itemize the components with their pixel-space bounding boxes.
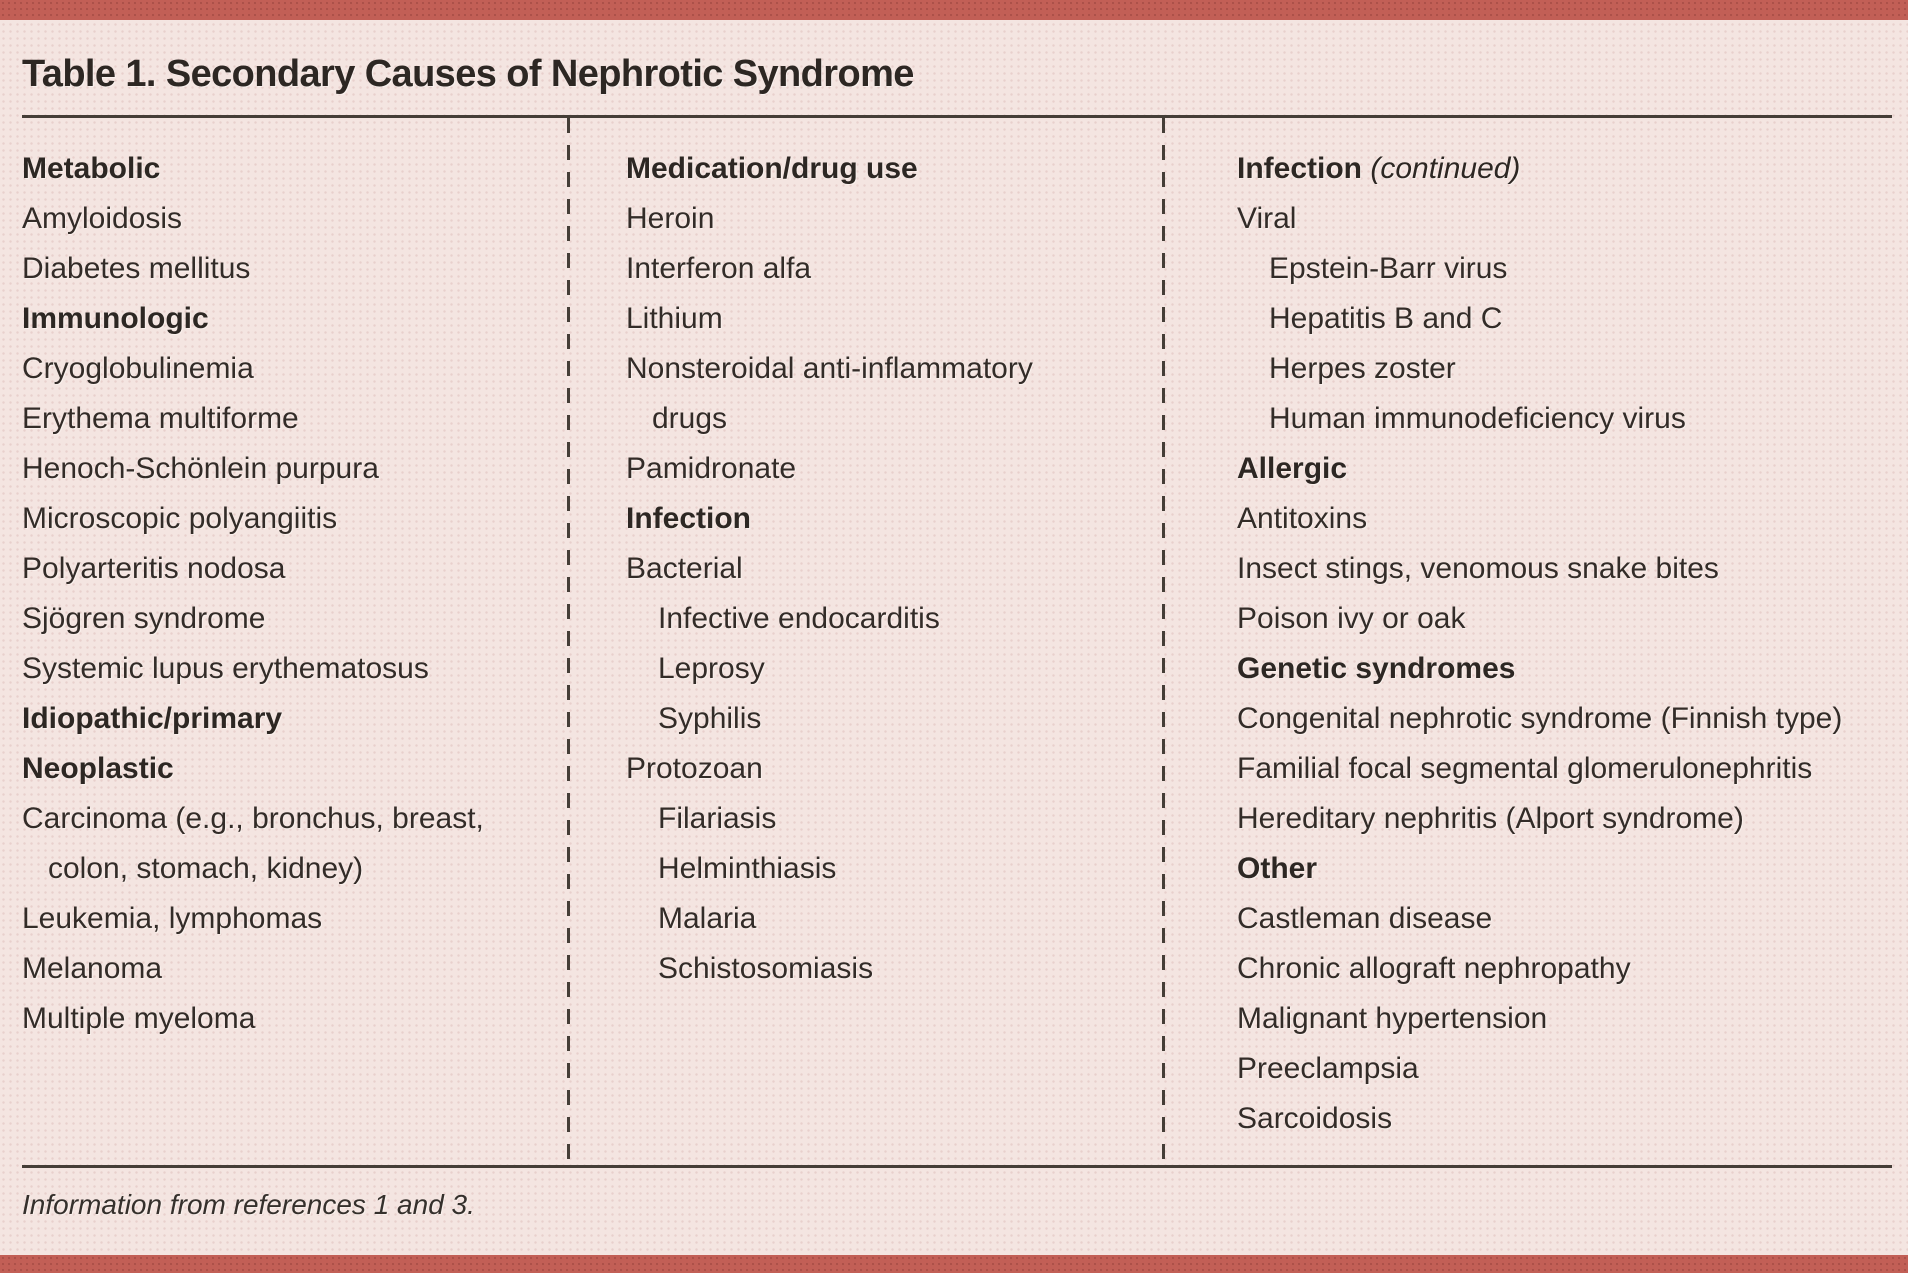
list-item: colon, stomach, kidney) (48, 852, 364, 885)
list-item: Multiple myeloma (22, 1002, 256, 1035)
list-item: Sjögren syndrome (22, 602, 266, 635)
section-header-label: Infection (1237, 152, 1362, 185)
list-item: Congenital nephrotic syndrome (Finnish type) (1237, 702, 1843, 735)
table-figure (0, 20, 1908, 1255)
list-item: Diabetes mellitus (22, 252, 251, 285)
footer-rule (22, 1165, 1892, 1168)
list-item: Familial focal segmental glomerulonephritis (1237, 752, 1813, 785)
list-item: Microscopic polyangiitis (22, 502, 338, 535)
section-header (1237, 144, 1892, 194)
continued-suffix: (continued) (1362, 152, 1521, 185)
section-header: Other (1237, 852, 1318, 885)
list-item: Malaria (658, 902, 757, 935)
list-item: Preeclampsia (1237, 1052, 1419, 1085)
list-item: Sarcoidosis (1237, 1102, 1393, 1135)
list-item: Schistosomiasis (658, 952, 874, 985)
table-title: Table 1. Secondary Causes of Nephrotic Syndrome (22, 53, 914, 95)
list-item: Viral (1237, 202, 1297, 235)
top-accent-bar (0, 0, 1908, 20)
list-item: Henoch-Schönlein purpura (22, 452, 379, 485)
column-1 (22, 118, 567, 1165)
list-item: Interferon alfa (626, 252, 812, 285)
section-header: Immunologic (22, 302, 209, 335)
list-item: Nonsteroidal anti-inflammatory (626, 352, 1033, 385)
column-3 (1165, 118, 1892, 1165)
section-header: Idiopathic/primary (22, 702, 283, 735)
list-item: Epstein-Barr virus (1269, 252, 1508, 285)
section-header: Genetic syndromes (1237, 652, 1516, 685)
list-item: Cryoglobulinemia (22, 352, 254, 385)
list-item: Human immunodeficiency virus (1269, 402, 1686, 435)
list-item: drugs (652, 402, 728, 435)
list-item: Amyloidosis (22, 202, 183, 235)
section-header: Infection (626, 502, 751, 535)
list-item: Pamidronate (626, 452, 797, 485)
list-item: Filariasis (658, 802, 777, 835)
list-item: Castleman disease (1237, 902, 1493, 935)
list-item: Poison ivy or oak (1237, 602, 1466, 635)
list-item: Protozoan (626, 752, 763, 785)
list-item: Antitoxins (1237, 502, 1368, 535)
list-item: Hepatitis B and C (1269, 302, 1503, 335)
list-item: Polyarteritis nodosa (22, 552, 286, 585)
list-item: Helminthiasis (658, 852, 837, 885)
list-item: Infective endocarditis (658, 602, 940, 635)
bottom-accent-bar (0, 1255, 1908, 1273)
list-item: Leukemia, lymphomas (22, 902, 323, 935)
footnote: Information from references 1 and 3. (22, 1189, 475, 1220)
list-item: Heroin (626, 202, 715, 235)
list-item: Bacterial (626, 552, 743, 585)
list-item: Herpes zoster (1269, 352, 1456, 385)
list-item: Melanoma (22, 952, 163, 985)
section-header: Allergic (1237, 452, 1348, 485)
list-item: Chronic allograft nephropathy (1237, 952, 1631, 985)
list-item: Lithium (626, 302, 723, 335)
section-header: Medication/drug use (626, 152, 918, 185)
list-item: Carcinoma (e.g., bronchus, breast, (22, 802, 484, 835)
list-item: Erythema multiforme (22, 402, 299, 435)
section-header: Metabolic (22, 152, 161, 185)
section-header: Neoplastic (22, 752, 174, 785)
list-item: Systemic lupus erythematosus (22, 652, 429, 685)
column-2 (570, 118, 1162, 1165)
list-item: Syphilis (658, 702, 762, 735)
list-item: Leprosy (658, 652, 765, 685)
list-item: Malignant hypertension (1237, 1002, 1548, 1035)
list-item: Insect stings, venomous snake bites (1237, 552, 1719, 585)
list-item: Hereditary nephritis (Alport syndrome) (1237, 802, 1744, 835)
table-columns (22, 118, 1892, 1165)
